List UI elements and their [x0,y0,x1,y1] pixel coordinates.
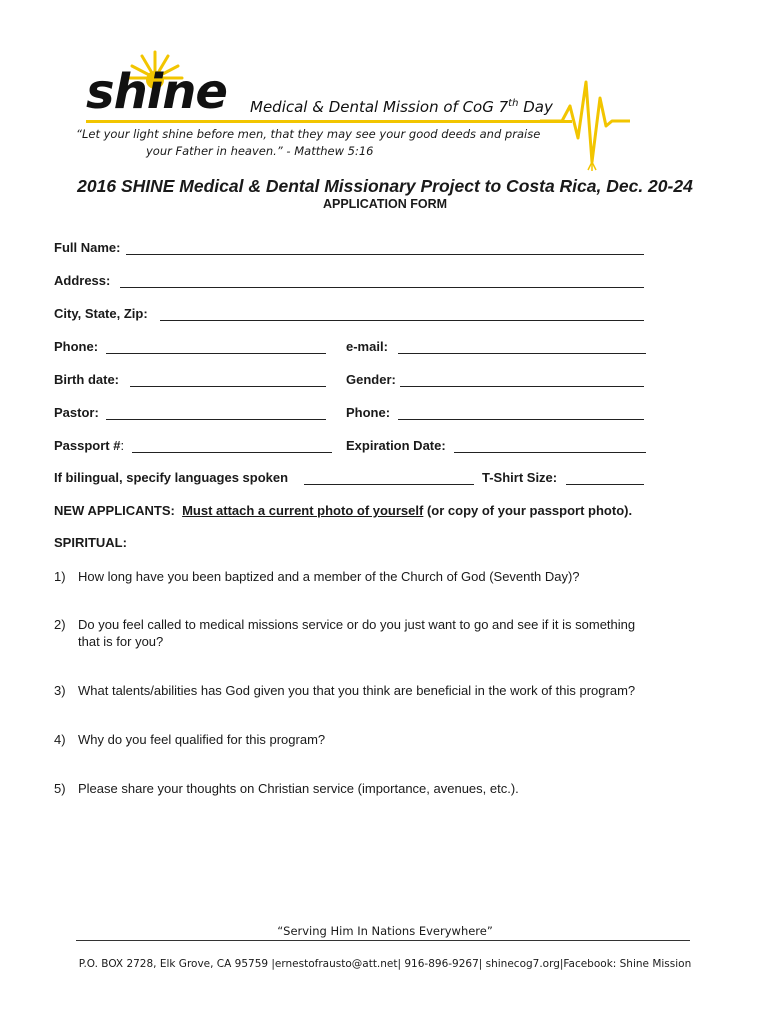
phone-field[interactable] [106,339,326,354]
footer-contact-info: P.O. BOX 2728, Elk Grove, CA 95759 |ernestofrausto@att.net| 916-896-9267| shinecog7.org|Facebook: Shine Mission [78,958,692,970]
full-name-field[interactable] [126,240,644,255]
pastor-phone-field[interactable] [398,405,644,420]
passport-label: Passport #: [54,438,125,453]
new-applicants-note: NEW APPLICANTS: Must attach a current photo of yourself (or copy of your passport photo). [54,503,633,518]
address-field[interactable] [120,273,644,288]
birth-date-label: Birth date: [54,372,119,387]
question-text: Please share your thoughts on Christian service (importance, avenues, etc.). [78,781,519,796]
tshirt-size-field[interactable] [566,470,644,485]
scripture-quote-line2: your Father in heaven.” - Matthew 5:16 [146,144,374,158]
gender-label: Gender: [346,372,396,387]
question-number: 5) [54,781,66,796]
expiration-date-field[interactable] [454,438,646,453]
question-text-continued: that is for you? [78,634,164,649]
birth-date-field[interactable] [130,372,326,387]
pastor-phone-label: Phone: [346,405,391,420]
heartbeat-icon [540,76,630,172]
languages-label: If bilingual, specify languages spoken [54,470,289,485]
pastor-label: Pastor: [54,405,99,420]
question-text: Do you feel called to medical missions service or do you just want to go and see if it is something [78,617,636,632]
question-number: 3) [54,683,66,698]
question-text: What talents/abilities has God given you that you think are beneficial in the work of this program? [78,683,636,698]
spiritual-heading: SPIRITUAL: [54,535,127,550]
passport-field[interactable] [132,438,332,453]
shine-logo: shine [86,64,227,120]
email-field[interactable] [398,339,646,354]
gender-field[interactable] [400,372,644,387]
address-label: Address: [54,273,111,288]
languages-field[interactable] [304,470,474,485]
page-title: 2016 SHINE Medical & Dental Missionary Project to Costa Rica, Dec. 20-24 [77,176,693,196]
question-text: How long have you been baptized and a member of the Church of God (Seventh Day)? [78,569,580,584]
form-subtitle: APPLICATION FORM [322,197,448,211]
footer-divider [76,940,690,941]
full-name-label: Full Name: [54,240,121,255]
city-state-zip-field[interactable] [160,306,644,321]
tshirt-size-label: T-Shirt Size: [482,470,558,485]
question-number: 4) [54,732,66,747]
question-number: 1) [54,569,66,584]
question-text: Why do you feel qualified for this program? [78,732,326,747]
phone-label: Phone: [54,339,99,354]
header-divider [86,120,572,123]
city-state-zip-label: City, State, Zip: [54,306,148,321]
scripture-quote-line1: “Let your light shine before men, that they may see your good deeds and praise [76,127,541,141]
mission-tagline: Medical & Dental Mission of CoG 7th Day [250,98,553,116]
question-number: 2) [54,617,66,632]
pastor-field[interactable] [106,405,326,420]
footer-motto: “Serving Him In Nations Everywhere” [277,924,493,938]
expiration-date-label: Expiration Date: [346,438,446,453]
email-label: e-mail: [346,339,388,354]
